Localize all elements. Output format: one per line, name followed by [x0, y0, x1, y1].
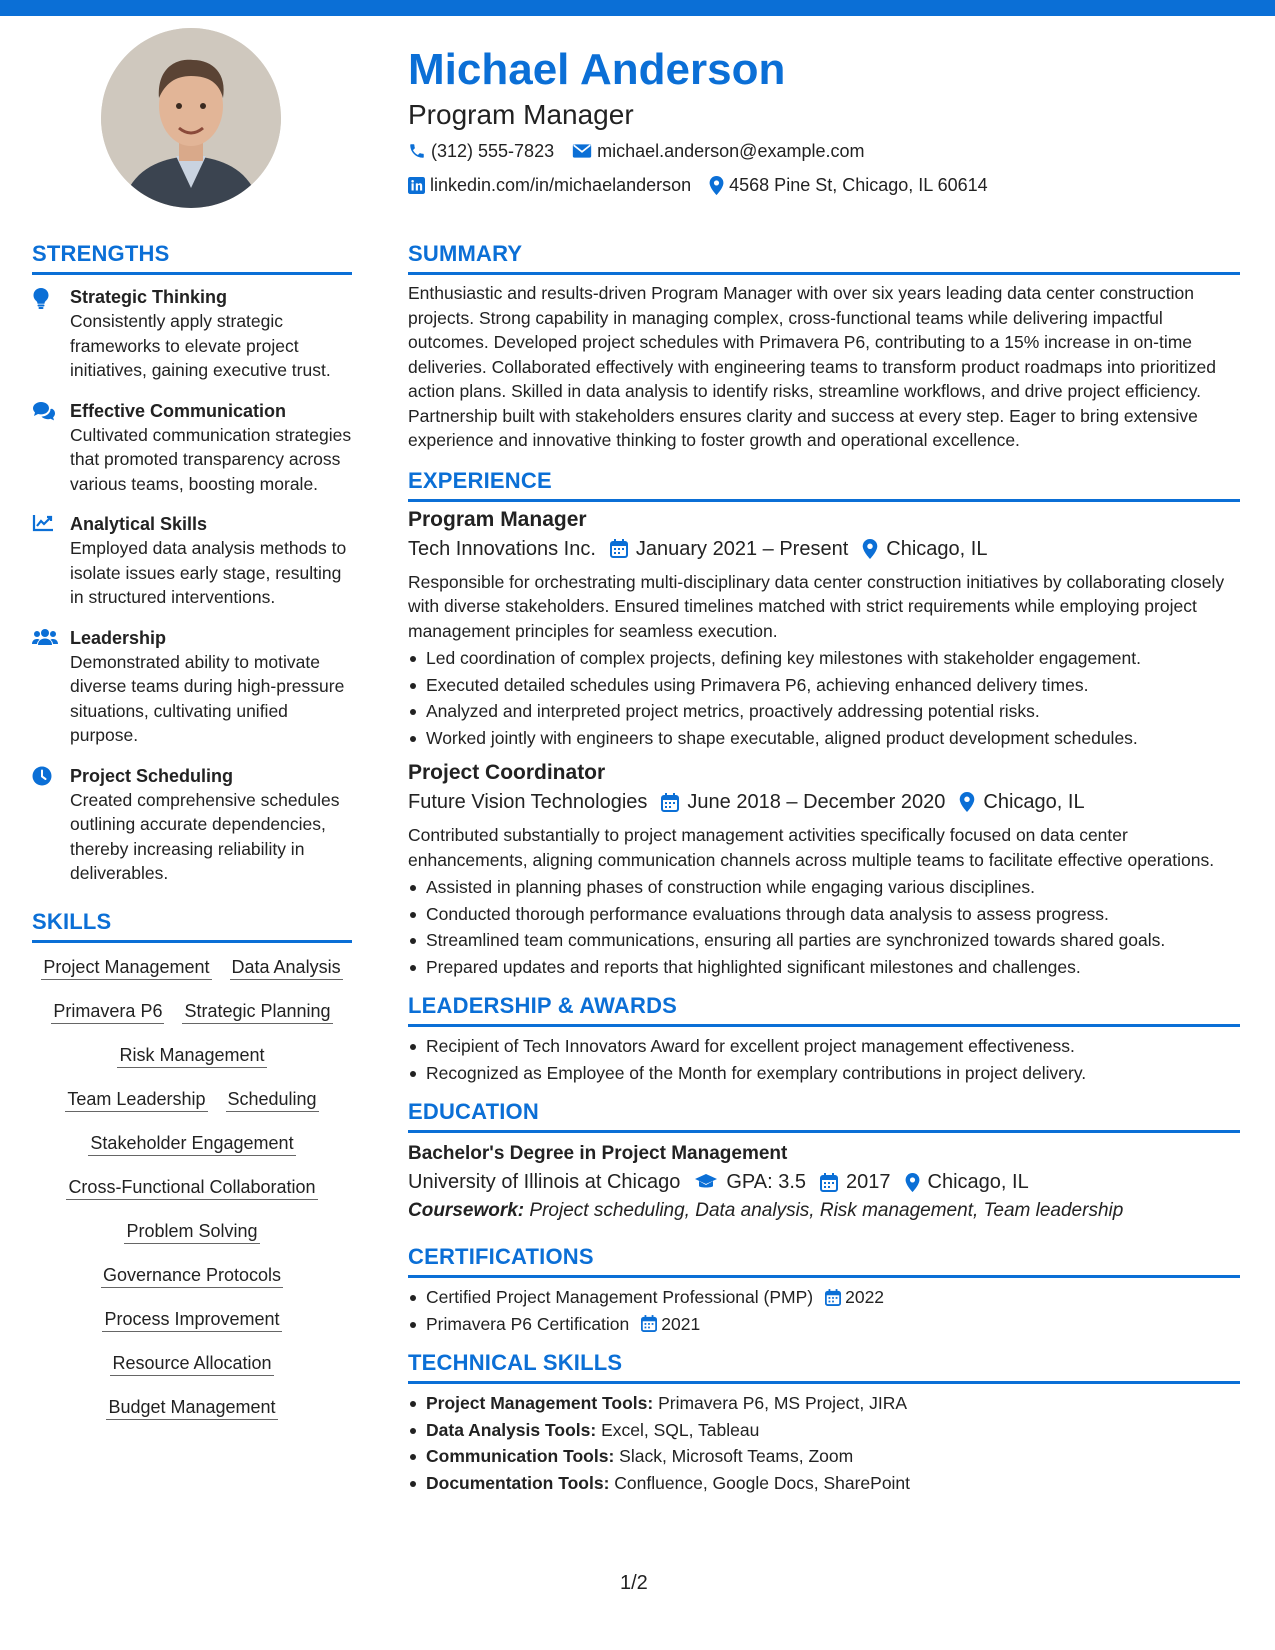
strength-desc: Cultivated communication strategies that promoted transparency across various teams, boosting morale. — [70, 424, 352, 494]
certification-item — [408, 1311, 1240, 1338]
coursework-label: Coursework: — [408, 1200, 525, 1221]
contact-row-2 — [408, 170, 1238, 200]
skill-tag: Scheduling — [226, 1085, 319, 1112]
strength-name: Leadership — [70, 627, 167, 648]
technical-skills-heading: TECHNICAL SKILLS — [408, 1349, 1240, 1384]
experience-list — [408, 506, 1240, 981]
strength-name: Analytical Skills — [70, 514, 208, 534]
skill-tag: Data Analysis — [230, 953, 343, 980]
skill-tag: Project Management — [41, 953, 211, 980]
strengths-list — [32, 285, 352, 886]
job-entry — [408, 759, 1240, 980]
address-text: 4568 Pine St, Chicago, IL 60614 — [729, 174, 988, 195]
linkedin-contact[interactable] — [408, 175, 691, 196]
job-bullet: Prepared updates and reports that highlighted significant milestones and challenges. — [408, 954, 1240, 981]
email-address: michael.anderson@example.com — [597, 140, 865, 161]
job-entry — [408, 506, 1240, 752]
strength-name: Project Scheduling — [70, 765, 234, 786]
map-pin-icon — [709, 176, 724, 195]
job-bullet: Assisted in planning phases of construction while engaging various disciplines. — [408, 874, 1240, 901]
strength-item — [32, 285, 352, 383]
line-chart-icon — [32, 512, 70, 610]
phone-contact[interactable] — [408, 141, 554, 162]
job-meta — [408, 787, 1240, 817]
graduation-cap-icon — [694, 1173, 718, 1191]
job-company-text: Future Vision Technologies — [408, 791, 648, 813]
job-bullet: Worked jointly with engineers to shape executable, aligned product development schedules. — [408, 725, 1240, 752]
education-location-text: Chicago, IL — [927, 1171, 1029, 1193]
technical-skill-value: Confluence, Google Docs, SharePoint — [614, 1472, 911, 1493]
strength-desc: Demonstrated ability to motivate diverse teams during high-pressure situations, cultivating unified purpose. — [70, 651, 345, 745]
contact-row-1 — [408, 136, 1238, 166]
phone-number: (312) 555-7823 — [431, 140, 555, 161]
job-location-text: Chicago, IL — [983, 791, 1085, 813]
certification-item — [408, 1284, 1240, 1311]
strength-item — [32, 512, 352, 610]
calendar-icon — [661, 793, 679, 812]
job-location-text: Chicago, IL — [886, 537, 988, 560]
summary-heading: SUMMARY — [408, 240, 1240, 275]
address-contact — [709, 175, 988, 196]
skill-tag: Problem Solving — [124, 1217, 259, 1244]
job-bullet: Analyzed and interpreted project metrics, proactively addressing potential risks. — [408, 698, 1240, 725]
strength-desc: Consistently apply strategic frameworks to elevate project initiatives, gaining executive trust. — [70, 311, 331, 380]
job-dates-text: January 2021 – Present — [635, 537, 849, 560]
left-column — [32, 240, 352, 1437]
gpa-item — [694, 1167, 806, 1197]
skill-tag: Resource Allocation — [110, 1349, 273, 1376]
job-location — [862, 534, 987, 564]
job-bullet: Led coordination of complex projects, defining key milestones with stakeholder engagement. — [408, 645, 1240, 672]
technical-skill-item — [408, 1470, 1240, 1497]
candidate-title: Program Manager — [408, 99, 634, 130]
skill-tag: Governance Protocols — [101, 1261, 283, 1288]
certification-year — [825, 1284, 884, 1311]
technical-skill-value: Excel, SQL, Tableau — [601, 1419, 760, 1440]
job-meta — [408, 534, 1240, 564]
job-description: Contributed substantially to project management activities specifically focused on data center enhancements, aligning communication channels across multiple teams to facilitate effective operations. — [408, 825, 1215, 870]
certifications-list — [408, 1284, 1240, 1337]
calendar-icon — [610, 539, 628, 558]
degree-title: Bachelor's Degree in Project Management — [408, 1143, 788, 1164]
coursework-text: Project scheduling, Data analysis, Risk management, Team leadership — [529, 1200, 1124, 1221]
certification-year-text: 2021 — [661, 1313, 701, 1334]
award-item: Recognized as Employee of the Month for exemplary contributions in project delivery. — [408, 1060, 1240, 1087]
strength-item — [32, 399, 352, 497]
education-heading: EDUCATION — [408, 1098, 1240, 1133]
graduation-year — [820, 1167, 891, 1197]
technical-skill-label: Project Management Tools: — [426, 1393, 654, 1413]
job-role: Program Manager — [408, 507, 587, 531]
technical-skill-value: Primavera P6, MS Project, JIRA — [658, 1393, 908, 1413]
linkedin-icon — [408, 177, 425, 194]
job-location — [959, 787, 1084, 817]
chat-bubbles-icon — [32, 399, 70, 497]
coursework — [408, 1197, 1240, 1225]
job-bullets — [408, 645, 1240, 751]
certification-year-text: 2022 — [845, 1287, 885, 1307]
top-accent-bar — [0, 0, 1275, 16]
skill-tag: Process Improvement — [102, 1305, 281, 1332]
strength-item — [32, 764, 352, 886]
job-company — [408, 534, 596, 564]
experience-heading: EXPERIENCE — [408, 467, 1240, 502]
certification-name: Certified Project Management Professional (PMP) — [426, 1287, 814, 1307]
map-pin-icon — [862, 539, 878, 559]
technical-skills-list — [408, 1390, 1240, 1496]
job-bullet: Executed detailed schedules using Primavera P6, achieving enhanced delivery times. — [408, 672, 1240, 699]
school-name-text: University of Illinois at Chicago — [408, 1171, 681, 1193]
technical-skill-item — [408, 1443, 1240, 1470]
skills-heading: SKILLS — [32, 908, 352, 943]
right-column — [408, 240, 1240, 1496]
phone-icon — [408, 142, 426, 160]
technical-skill-label: Data Analysis Tools: — [426, 1419, 597, 1440]
technical-skill-label: Communication Tools: — [426, 1446, 615, 1466]
users-icon — [32, 626, 70, 748]
skill-tag: Risk Management — [117, 1041, 266, 1068]
skill-tag: Cross-Functional Collaboration — [66, 1173, 317, 1200]
school-name — [408, 1167, 680, 1197]
summary-text: Enthusiastic and results-driven Program Manager with over six years leading data center construction projects. Strong capability in managing complex, cross-functional teams while delivering impactful outcomes. Developed project schedules with Primavera P6, contributing to a 15% increase in on-time deliveries. Collaborated effectively with engineering teams to transform product roadmaps into prioritized action plans. Skilled in data analysis to identify risks, streamline workflows, and drive project efficiency. Partnership built with stakeholders ensures clarity and success at every step. Eager to bring extensive experience and innovative thinking to foster growth and operational excellence. — [408, 283, 1216, 450]
strength-desc: Created comprehensive schedules outlining accurate dependencies, thereby increasing reliability in deliverables. — [70, 789, 340, 883]
certifications-heading: CERTIFICATIONS — [408, 1243, 1240, 1278]
email-contact[interactable] — [572, 141, 864, 162]
calendar-icon — [825, 1289, 841, 1306]
awards-heading: LEADERSHIP & AWARDS — [408, 992, 1240, 1027]
strength-name: Effective Communication — [70, 400, 287, 421]
skill-tag: Strategic Planning — [182, 997, 332, 1024]
calendar-icon — [820, 1173, 838, 1192]
job-bullet: Conducted thorough performance evaluations through data analysis to assess progress. — [408, 901, 1240, 928]
job-company-text: Tech Innovations Inc. — [408, 537, 596, 560]
map-pin-icon — [959, 792, 975, 812]
education-meta — [408, 1167, 1240, 1197]
profile-photo — [101, 28, 281, 208]
candidate-name: Michael Anderson — [408, 45, 786, 94]
graduation-year-text: 2017 — [846, 1171, 891, 1193]
page-number: 1/2 — [620, 1572, 648, 1594]
job-dates — [610, 534, 848, 564]
lightbulb-icon — [32, 285, 70, 383]
calendar-icon — [641, 1315, 657, 1332]
skill-tag: Team Leadership — [65, 1085, 207, 1112]
skills-list — [32, 953, 352, 1437]
education-location — [905, 1167, 1029, 1197]
job-role: Project Coordinator — [408, 761, 606, 784]
skill-tag: Primavera P6 — [51, 997, 164, 1024]
job-dates-text: June 2018 – December 2020 — [687, 791, 946, 813]
awards-list — [408, 1033, 1240, 1086]
strength-desc: Employed data analysis methods to isolate issues early stage, resulting in structured interventions. — [70, 538, 347, 607]
award-item: Recipient of Tech Innovators Award for excellent project management effectiveness. — [408, 1033, 1240, 1060]
technical-skill-value: Slack, Microsoft Teams, Zoom — [619, 1446, 854, 1466]
certification-name: Primavera P6 Certification — [426, 1313, 630, 1334]
envelope-icon — [572, 143, 592, 159]
strength-item — [32, 626, 352, 748]
job-bullet: Streamlined team communications, ensuring all parties are synchronized towards shared goals. — [408, 927, 1240, 954]
technical-skill-item — [408, 1390, 1240, 1417]
resume-header — [408, 44, 1238, 200]
strengths-heading: STRENGTHS — [32, 240, 352, 275]
map-pin-icon — [905, 1173, 920, 1192]
skill-tag: Budget Management — [106, 1393, 277, 1420]
certification-year — [641, 1311, 700, 1338]
strength-name: Strategic Thinking — [70, 287, 228, 307]
job-description: Responsible for orchestrating multi-disciplinary data center construction initiatives by collaborating closely with diverse stakeholders. Ensured timelines matched with strict requirements while employing project management principles for seamless execution. — [408, 571, 1225, 641]
gpa-text: GPA: 3.5 — [726, 1171, 807, 1193]
clock-icon — [32, 764, 70, 886]
linkedin-url: linkedin.com/in/michaelanderson — [430, 174, 692, 195]
job-dates — [661, 787, 945, 817]
job-bullets — [408, 874, 1240, 980]
skill-tag: Stakeholder Engagement — [88, 1129, 295, 1156]
job-company — [408, 787, 647, 817]
technical-skill-label: Documentation Tools: — [426, 1472, 610, 1493]
technical-skill-item — [408, 1417, 1240, 1444]
